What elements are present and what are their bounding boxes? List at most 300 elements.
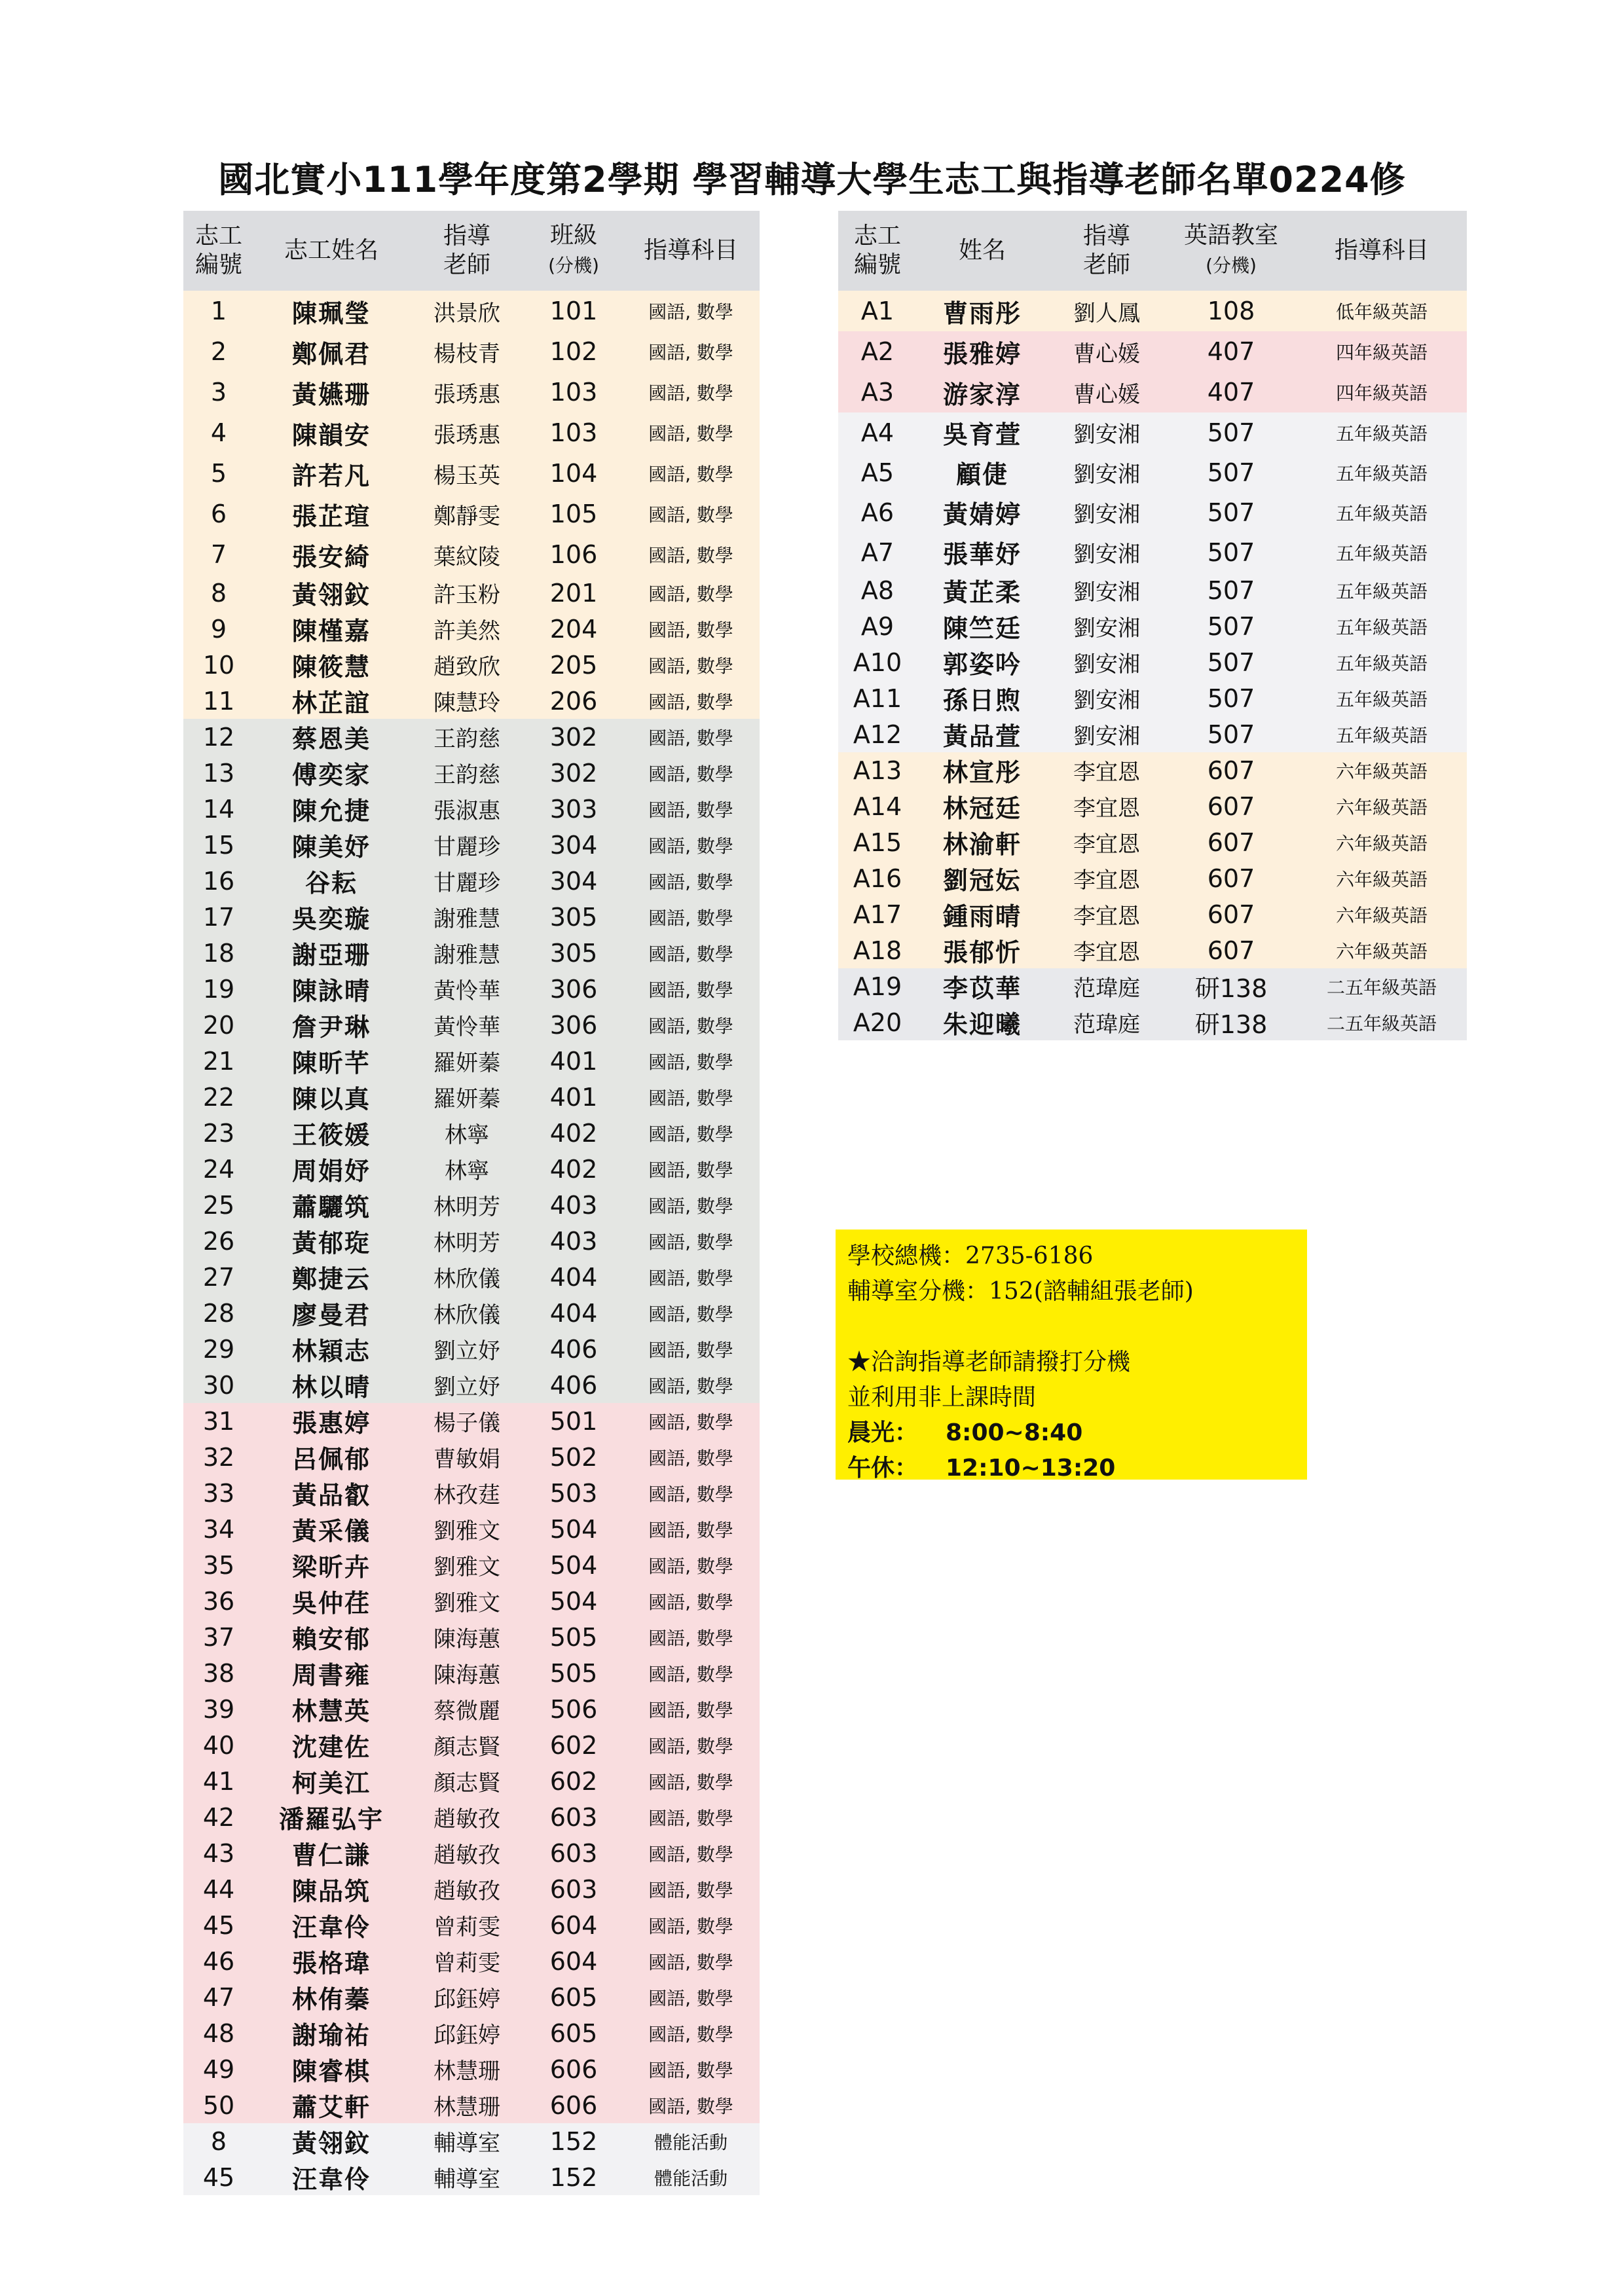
volunteer-name: 林冠廷 bbox=[917, 788, 1048, 824]
volunteer-name: 黃郁琁 bbox=[254, 1223, 409, 1259]
table-row bbox=[183, 719, 760, 755]
class-number: 507 bbox=[1166, 608, 1297, 644]
subject: 國語, 數學 bbox=[622, 1511, 760, 1547]
volunteer-name: 張華妤 bbox=[917, 532, 1048, 572]
subject: 六年級英語 bbox=[1297, 896, 1467, 932]
volunteer-id: 7 bbox=[183, 534, 254, 575]
teacher-name: 邱鈺婷 bbox=[409, 2015, 525, 2051]
table-row bbox=[183, 935, 760, 971]
class-number: 605 bbox=[525, 1979, 622, 2015]
table-row bbox=[183, 534, 760, 575]
subject: 四年級英語 bbox=[1297, 372, 1467, 412]
class-number: 101 bbox=[525, 291, 622, 331]
class-number: 507 bbox=[1166, 572, 1297, 608]
table-row bbox=[183, 971, 760, 1007]
volunteer-id: 48 bbox=[183, 2015, 254, 2051]
teacher-name: 邱鈺婷 bbox=[409, 1979, 525, 2015]
teacher-name: 林慧珊 bbox=[409, 2087, 525, 2123]
teacher-name: 劉安湘 bbox=[1048, 608, 1166, 644]
volunteer-id: 15 bbox=[183, 827, 254, 863]
table-row bbox=[183, 2051, 760, 2087]
table-row bbox=[183, 1331, 760, 1367]
class-number: 602 bbox=[525, 1763, 622, 1799]
subject: 國語, 數學 bbox=[622, 2087, 760, 2123]
volunteer-name: 謝瑜祐 bbox=[254, 2015, 409, 2051]
table-row bbox=[838, 1004, 1467, 1040]
class-number: 507 bbox=[1166, 412, 1297, 452]
volunteer-id: A4 bbox=[838, 412, 917, 452]
volunteer-name: 呂佩郁 bbox=[254, 1439, 409, 1475]
teacher-name: 甘麗珍 bbox=[409, 863, 525, 899]
class-number: 502 bbox=[525, 1439, 622, 1475]
table-row bbox=[183, 1223, 760, 1259]
volunteer-id: 13 bbox=[183, 755, 254, 791]
volunteer-id: 21 bbox=[183, 1043, 254, 1079]
teacher-name: 劉人鳳 bbox=[1048, 291, 1166, 331]
class-number: 603 bbox=[525, 1799, 622, 1835]
table-header-row bbox=[838, 211, 1467, 291]
volunteer-id: 16 bbox=[183, 863, 254, 899]
volunteer-id: 17 bbox=[183, 899, 254, 935]
volunteer-id: 36 bbox=[183, 1583, 254, 1619]
subject: 國語, 數學 bbox=[622, 2015, 760, 2051]
table-row bbox=[838, 291, 1467, 331]
subject: 國語, 數學 bbox=[622, 1187, 760, 1223]
noon-time: 午休： 12:10~13:20 bbox=[847, 1455, 1116, 1482]
volunteer-table-body bbox=[183, 291, 760, 2195]
table-row bbox=[183, 1115, 760, 1151]
subject: 國語, 數學 bbox=[622, 683, 760, 719]
subject: 低年級英語 bbox=[1297, 291, 1467, 331]
teacher-name: 劉安湘 bbox=[1048, 452, 1166, 492]
teacher-name: 林寧 bbox=[409, 1115, 525, 1151]
table-row bbox=[183, 755, 760, 791]
subject: 五年級英語 bbox=[1297, 680, 1467, 716]
table-row bbox=[183, 412, 760, 453]
extension-line: 輔導室分機：152(諮輔組張老師) bbox=[847, 1278, 1194, 1305]
volunteer-id: 3 bbox=[183, 372, 254, 412]
header-classroom: 英語教室 (分機) bbox=[1166, 211, 1297, 291]
subject: 國語, 數學 bbox=[622, 331, 760, 372]
volunteer-name: 謝亞珊 bbox=[254, 935, 409, 971]
table-row bbox=[183, 1691, 760, 1727]
subject: 國語, 數學 bbox=[622, 2051, 760, 2087]
teacher-name: 楊枝青 bbox=[409, 331, 525, 372]
volunteer-id: A5 bbox=[838, 452, 917, 492]
subject: 國語, 數學 bbox=[622, 1583, 760, 1619]
teacher-name: 楊玉英 bbox=[409, 453, 525, 494]
table-row bbox=[838, 644, 1467, 680]
header-subject: 指導科目 bbox=[1297, 211, 1467, 291]
teacher-name: 趙敏孜 bbox=[409, 1799, 525, 1835]
class-number: 104 bbox=[525, 453, 622, 494]
teacher-name: 羅妍蓁 bbox=[409, 1043, 525, 1079]
volunteer-name: 陳詠晴 bbox=[254, 971, 409, 1007]
header-name: 姓名 bbox=[917, 211, 1048, 291]
class-number: 507 bbox=[1166, 532, 1297, 572]
volunteer-id: 49 bbox=[183, 2051, 254, 2087]
class-number: 607 bbox=[1166, 824, 1297, 860]
class-number: 404 bbox=[525, 1259, 622, 1295]
table-row bbox=[838, 412, 1467, 452]
table-row bbox=[183, 1979, 760, 2015]
subject: 國語, 數學 bbox=[622, 1331, 760, 1367]
teacher-name: 楊子儀 bbox=[409, 1403, 525, 1439]
volunteer-id: 18 bbox=[183, 935, 254, 971]
class-number: 103 bbox=[525, 412, 622, 453]
volunteer-id: A18 bbox=[838, 932, 917, 968]
volunteer-id: 2 bbox=[183, 331, 254, 372]
volunteer-name: 傅奕家 bbox=[254, 755, 409, 791]
subject: 國語, 數學 bbox=[622, 1655, 760, 1691]
volunteer-id: A11 bbox=[838, 680, 917, 716]
teacher-name: 劉安湘 bbox=[1048, 572, 1166, 608]
teacher-name: 趙敏孜 bbox=[409, 1871, 525, 1907]
class-number: 604 bbox=[525, 1943, 622, 1979]
teacher-name: 葉紋陵 bbox=[409, 534, 525, 575]
table-row bbox=[183, 372, 760, 412]
volunteer-name: 吳育萱 bbox=[917, 412, 1048, 452]
volunteer-id: A8 bbox=[838, 572, 917, 608]
volunteer-id: 14 bbox=[183, 791, 254, 827]
class-number: 305 bbox=[525, 935, 622, 971]
subject: 國語, 數學 bbox=[622, 1943, 760, 1979]
page-title: 國北實小111學年度第2學期 學習輔導大學生志工與指導老師名單0224修 bbox=[218, 159, 1406, 200]
volunteer-id: 8 bbox=[183, 2123, 254, 2159]
main-phone-line: 學校總機：2735-6186 bbox=[847, 1243, 1094, 1269]
table-row bbox=[183, 611, 760, 647]
subject: 國語, 數學 bbox=[622, 1547, 760, 1583]
class-number: 501 bbox=[525, 1403, 622, 1439]
table-row bbox=[183, 1727, 760, 1763]
subject: 五年級英語 bbox=[1297, 452, 1467, 492]
class-number: 604 bbox=[525, 1907, 622, 1943]
volunteer-name: 陳昕芊 bbox=[254, 1043, 409, 1079]
volunteer-id: 39 bbox=[183, 1691, 254, 1727]
class-number: 507 bbox=[1166, 680, 1297, 716]
volunteer-name: 賴安郁 bbox=[254, 1619, 409, 1655]
table-row bbox=[838, 680, 1467, 716]
volunteer-id: 9 bbox=[183, 611, 254, 647]
teacher-name: 劉安湘 bbox=[1048, 492, 1166, 532]
volunteer-id: 37 bbox=[183, 1619, 254, 1655]
teacher-name: 羅妍蓁 bbox=[409, 1079, 525, 1115]
teacher-name: 李宜恩 bbox=[1048, 932, 1166, 968]
class-number: 607 bbox=[1166, 788, 1297, 824]
subject: 國語, 數學 bbox=[622, 1871, 760, 1907]
subject: 國語, 數學 bbox=[622, 1475, 760, 1511]
class-number: 306 bbox=[525, 971, 622, 1007]
subject: 六年級英語 bbox=[1297, 860, 1467, 896]
subject: 五年級英語 bbox=[1297, 716, 1467, 752]
volunteer-name: 柯美江 bbox=[254, 1763, 409, 1799]
subject: 國語, 數學 bbox=[622, 935, 760, 971]
class-number: 403 bbox=[525, 1223, 622, 1259]
class-number: 504 bbox=[525, 1511, 622, 1547]
volunteer-name: 潘羅弘宇 bbox=[254, 1799, 409, 1835]
teacher-name: 曹敏娟 bbox=[409, 1439, 525, 1475]
volunteer-name: 曹雨彤 bbox=[917, 291, 1048, 331]
subject: 國語, 數學 bbox=[622, 1835, 760, 1871]
table-row bbox=[838, 532, 1467, 572]
volunteer-name: 黃翎鈫 bbox=[254, 2123, 409, 2159]
volunteer-id: A9 bbox=[838, 608, 917, 644]
table-row bbox=[183, 1547, 760, 1583]
subject: 國語, 數學 bbox=[622, 647, 760, 683]
subject: 國語, 數學 bbox=[622, 1043, 760, 1079]
volunteer-name: 劉冠妘 bbox=[917, 860, 1048, 896]
volunteer-id: 20 bbox=[183, 1007, 254, 1043]
table-row bbox=[183, 683, 760, 719]
volunteer-id: 50 bbox=[183, 2087, 254, 2123]
class-number: 507 bbox=[1166, 716, 1297, 752]
subject: 國語, 數學 bbox=[622, 575, 760, 611]
contact-info-box bbox=[836, 1230, 1307, 1480]
volunteer-id: 27 bbox=[183, 1259, 254, 1295]
teacher-name: 林欣儀 bbox=[409, 1259, 525, 1295]
volunteer-id: 33 bbox=[183, 1475, 254, 1511]
volunteer-id: A19 bbox=[838, 968, 917, 1004]
contact-note: ★洽詢指導老師請撥打分機 bbox=[847, 1349, 1131, 1376]
class-number: 606 bbox=[525, 2087, 622, 2123]
teacher-name: 蔡微麗 bbox=[409, 1691, 525, 1727]
volunteer-id: 40 bbox=[183, 1727, 254, 1763]
class-number: 607 bbox=[1166, 896, 1297, 932]
volunteer-name: 林慧英 bbox=[254, 1691, 409, 1727]
class-number: 503 bbox=[525, 1475, 622, 1511]
volunteer-name: 李苡華 bbox=[917, 968, 1048, 1004]
table-row bbox=[838, 968, 1467, 1004]
volunteer-id: 12 bbox=[183, 719, 254, 755]
teacher-name: 陳慧玲 bbox=[409, 683, 525, 719]
volunteer-name: 陳槿嘉 bbox=[254, 611, 409, 647]
teacher-name: 李宜恩 bbox=[1048, 860, 1166, 896]
table-row bbox=[183, 1619, 760, 1655]
class-number: 105 bbox=[525, 494, 622, 534]
table-row bbox=[183, 1403, 760, 1439]
class-number: 507 bbox=[1166, 452, 1297, 492]
volunteer-id: 45 bbox=[183, 1907, 254, 1943]
volunteer-name: 黃嬿珊 bbox=[254, 372, 409, 412]
volunteer-name: 張芷瑄 bbox=[254, 494, 409, 534]
teacher-name: 鄭靜雯 bbox=[409, 494, 525, 534]
volunteer-name: 黃翎鈫 bbox=[254, 575, 409, 611]
english-volunteer-table-body bbox=[838, 291, 1467, 1040]
subject: 國語, 數學 bbox=[622, 1115, 760, 1151]
subject: 六年級英語 bbox=[1297, 824, 1467, 860]
table-row bbox=[838, 608, 1467, 644]
volunteer-id: A12 bbox=[838, 716, 917, 752]
class-number: 103 bbox=[525, 372, 622, 412]
class-number: 303 bbox=[525, 791, 622, 827]
volunteer-name: 陳品筑 bbox=[254, 1871, 409, 1907]
class-number: 402 bbox=[525, 1115, 622, 1151]
volunteer-id: 4 bbox=[183, 412, 254, 453]
header-id: 志工 編號 bbox=[183, 211, 254, 291]
teacher-name: 王韵慈 bbox=[409, 755, 525, 791]
subject: 體能活動 bbox=[622, 2159, 760, 2195]
teacher-name: 李宜恩 bbox=[1048, 824, 1166, 860]
volunteer-name: 鍾雨晴 bbox=[917, 896, 1048, 932]
volunteer-id: A2 bbox=[838, 331, 917, 372]
table-row bbox=[183, 791, 760, 827]
volunteer-name: 林渝軒 bbox=[917, 824, 1048, 860]
volunteer-id: A3 bbox=[838, 372, 917, 412]
teacher-name: 顏志賢 bbox=[409, 1727, 525, 1763]
class-number: 507 bbox=[1166, 644, 1297, 680]
table-row bbox=[183, 453, 760, 494]
volunteer-id: 26 bbox=[183, 1223, 254, 1259]
volunteer-id: A15 bbox=[838, 824, 917, 860]
class-number: 607 bbox=[1166, 932, 1297, 968]
subject: 國語, 數學 bbox=[622, 1799, 760, 1835]
volunteer-name: 林穎志 bbox=[254, 1331, 409, 1367]
subject: 國語, 數學 bbox=[622, 1367, 760, 1403]
class-number: 102 bbox=[525, 331, 622, 372]
class-number: 602 bbox=[525, 1727, 622, 1763]
subject: 國語, 數學 bbox=[622, 1007, 760, 1043]
volunteer-id: 1 bbox=[183, 291, 254, 331]
volunteer-id: 8 bbox=[183, 575, 254, 611]
morning-time: 晨光： 8:00~8:40 bbox=[847, 1419, 1083, 1446]
class-number: 605 bbox=[525, 2015, 622, 2051]
class-number: 306 bbox=[525, 1007, 622, 1043]
table-row bbox=[838, 572, 1467, 608]
teacher-name: 劉雅文 bbox=[409, 1583, 525, 1619]
class-number: 406 bbox=[525, 1331, 622, 1367]
class-number: 302 bbox=[525, 755, 622, 791]
subject: 國語, 數學 bbox=[622, 755, 760, 791]
volunteer-name: 汪韋伶 bbox=[254, 2159, 409, 2195]
volunteer-name: 朱迎曦 bbox=[917, 1004, 1048, 1040]
volunteer-name: 顧倢 bbox=[917, 452, 1048, 492]
volunteer-name: 張安綺 bbox=[254, 534, 409, 575]
table-row bbox=[838, 372, 1467, 412]
volunteer-id: A10 bbox=[838, 644, 917, 680]
teacher-name: 林寧 bbox=[409, 1151, 525, 1187]
teacher-name: 李宜恩 bbox=[1048, 752, 1166, 788]
volunteer-id: 46 bbox=[183, 1943, 254, 1979]
volunteer-id: 28 bbox=[183, 1295, 254, 1331]
table-row bbox=[183, 647, 760, 683]
table-row bbox=[838, 860, 1467, 896]
subject: 國語, 數學 bbox=[622, 412, 760, 453]
volunteer-name: 詹尹琳 bbox=[254, 1007, 409, 1043]
table-row bbox=[183, 1367, 760, 1403]
volunteer-name: 林侑蓁 bbox=[254, 1979, 409, 2015]
table-row bbox=[183, 1835, 760, 1871]
volunteer-name: 陳韻安 bbox=[254, 412, 409, 453]
table-row bbox=[183, 1151, 760, 1187]
table-row bbox=[183, 1043, 760, 1079]
volunteer-table bbox=[183, 211, 760, 2195]
class-number: 507 bbox=[1166, 492, 1297, 532]
subject: 國語, 數學 bbox=[622, 1259, 760, 1295]
volunteer-name: 許若凡 bbox=[254, 453, 409, 494]
header-class: 班級 (分機) bbox=[525, 211, 622, 291]
teacher-name: 林欣儀 bbox=[409, 1295, 525, 1331]
class-number: 152 bbox=[525, 2123, 622, 2159]
subject: 國語, 數學 bbox=[622, 1403, 760, 1439]
table-row bbox=[183, 1007, 760, 1043]
teacher-name: 劉安湘 bbox=[1048, 532, 1166, 572]
subject: 五年級英語 bbox=[1297, 572, 1467, 608]
class-number: 204 bbox=[525, 611, 622, 647]
table-row bbox=[183, 1259, 760, 1295]
class-number: 401 bbox=[525, 1079, 622, 1115]
table-row bbox=[183, 1079, 760, 1115]
table-row bbox=[838, 932, 1467, 968]
subject: 國語, 數學 bbox=[622, 1439, 760, 1475]
volunteer-name: 谷耘 bbox=[254, 863, 409, 899]
table-row bbox=[838, 896, 1467, 932]
subject: 國語, 數學 bbox=[622, 1079, 760, 1115]
teacher-name: 曾莉雯 bbox=[409, 1907, 525, 1943]
subject: 國語, 數學 bbox=[622, 534, 760, 575]
volunteer-name: 周娟妤 bbox=[254, 1151, 409, 1187]
volunteer-id: 43 bbox=[183, 1835, 254, 1871]
volunteer-name: 周書雍 bbox=[254, 1655, 409, 1691]
teacher-name: 劉雅文 bbox=[409, 1547, 525, 1583]
volunteer-id: A17 bbox=[838, 896, 917, 932]
header-teacher: 指導 老師 bbox=[1048, 211, 1166, 291]
volunteer-name: 郭姿吟 bbox=[917, 644, 1048, 680]
teacher-name: 王韵慈 bbox=[409, 719, 525, 755]
class-number: 603 bbox=[525, 1871, 622, 1907]
header-name: 志工姓名 bbox=[254, 211, 409, 291]
volunteer-id: A16 bbox=[838, 860, 917, 896]
table-row bbox=[183, 2015, 760, 2051]
class-number: 研138 bbox=[1166, 968, 1297, 1004]
volunteer-id: 31 bbox=[183, 1403, 254, 1439]
teacher-name: 范瑋庭 bbox=[1048, 1004, 1166, 1040]
volunteer-id: 19 bbox=[183, 971, 254, 1007]
subject: 五年級英語 bbox=[1297, 412, 1467, 452]
volunteer-name: 黃品叡 bbox=[254, 1475, 409, 1511]
volunteer-name: 王筱媛 bbox=[254, 1115, 409, 1151]
volunteer-name: 鄭佩君 bbox=[254, 331, 409, 372]
class-number: 106 bbox=[525, 534, 622, 575]
volunteer-id: 11 bbox=[183, 683, 254, 719]
volunteer-id: 41 bbox=[183, 1763, 254, 1799]
subject: 國語, 數學 bbox=[622, 611, 760, 647]
volunteer-name: 汪韋伶 bbox=[254, 1907, 409, 1943]
table-row bbox=[183, 2123, 760, 2159]
teacher-name: 林慧珊 bbox=[409, 2051, 525, 2087]
table-row bbox=[183, 291, 760, 331]
teacher-name: 陳海蕙 bbox=[409, 1619, 525, 1655]
volunteer-id: 23 bbox=[183, 1115, 254, 1151]
class-number: 403 bbox=[525, 1187, 622, 1223]
teacher-name: 張淑惠 bbox=[409, 791, 525, 827]
teacher-name: 張琇惠 bbox=[409, 372, 525, 412]
teacher-name: 趙敏孜 bbox=[409, 1835, 525, 1871]
volunteer-id: 42 bbox=[183, 1799, 254, 1835]
class-number: 305 bbox=[525, 899, 622, 935]
volunteer-id: 5 bbox=[183, 453, 254, 494]
teacher-name: 劉安湘 bbox=[1048, 644, 1166, 680]
teacher-name: 曹心媛 bbox=[1048, 372, 1166, 412]
teacher-name: 曹心媛 bbox=[1048, 331, 1166, 372]
volunteer-name: 黃品萱 bbox=[917, 716, 1048, 752]
subject: 五年級英語 bbox=[1297, 492, 1467, 532]
volunteer-id: 34 bbox=[183, 1511, 254, 1547]
subject: 國語, 數學 bbox=[622, 291, 760, 331]
subject: 國語, 數學 bbox=[622, 1727, 760, 1763]
teacher-name: 趙致欣 bbox=[409, 647, 525, 683]
subject: 六年級英語 bbox=[1297, 932, 1467, 968]
teacher-name: 劉立妤 bbox=[409, 1367, 525, 1403]
